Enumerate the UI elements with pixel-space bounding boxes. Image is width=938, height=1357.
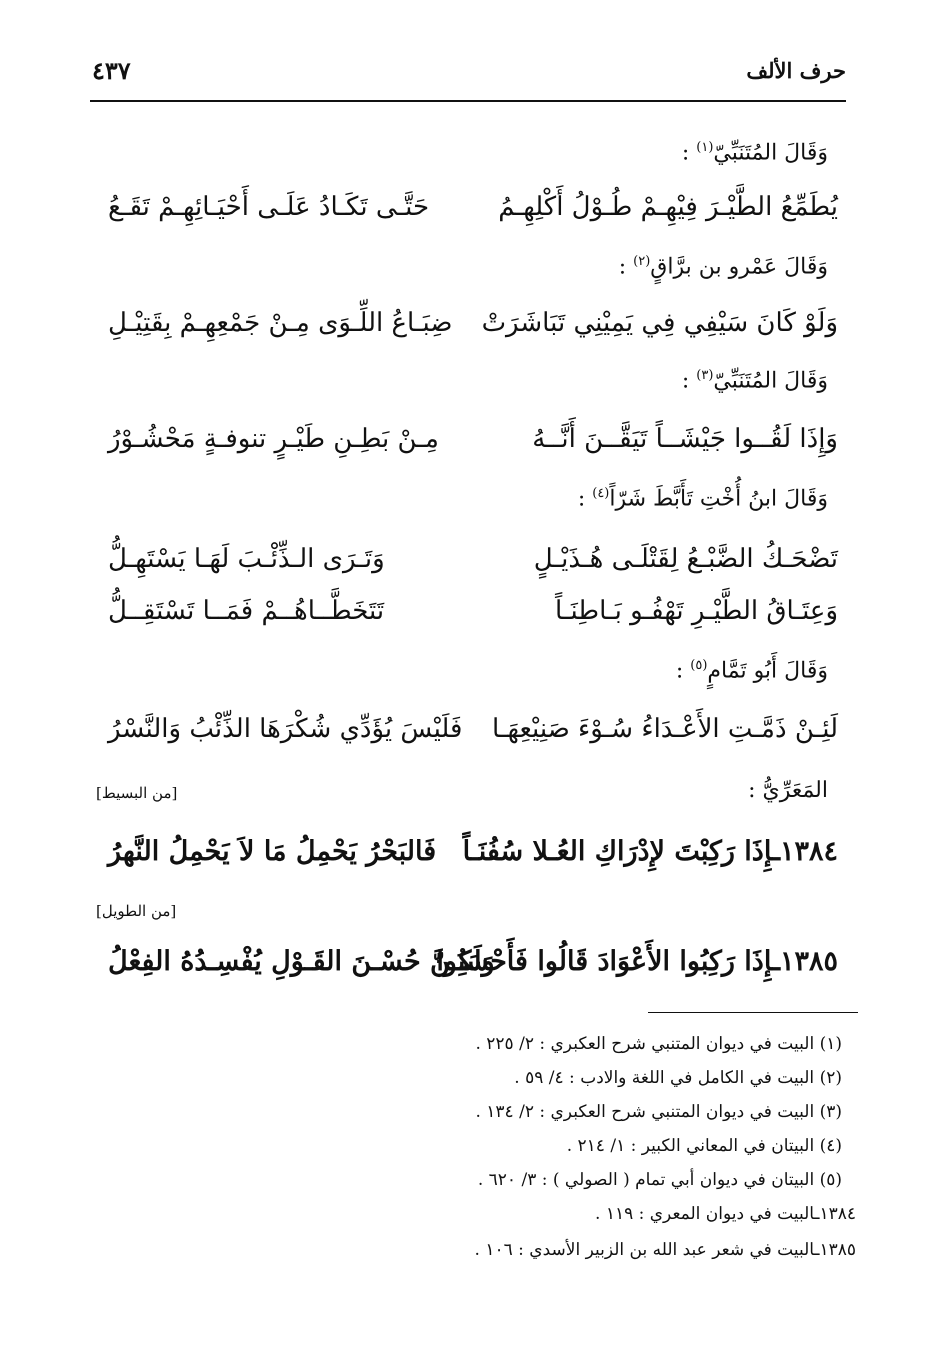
footnote-ref: (٥) <box>690 658 708 673</box>
verse-intro <box>578 486 828 511</box>
intro-text: وَقَالَ المُتَنَبِّيّ <box>713 368 828 394</box>
footnote <box>475 1034 842 1054</box>
intro-text: وَقَالَ أَبُو تَمَّامٍ <box>707 658 828 684</box>
footnote <box>514 1068 842 1088</box>
intro-text: وَقَالَ عَمْرو بن برَّاقٍ <box>650 254 828 280</box>
footnote-rule <box>648 1012 858 1013</box>
hemistich-text: إِذَا رَكِبْتَ لإِدْرَاكِ العُـلا سُفُنَـاً <box>462 836 773 867</box>
verse-intro <box>682 368 828 393</box>
verse-first-hemistich: تَضْحَـكُ الضَّبْـعُ لِقَتْلَـى هُـذَيْـلٍ <box>533 544 838 574</box>
intro-colon: : <box>618 254 627 280</box>
verse-second-hemistich: حَتَّـى تَكَـادُ عَلَـى أَحْيَـائِهِـمْ تَقَـعُ <box>108 192 430 222</box>
running-header-title: حرف الألف <box>746 58 846 83</box>
footnote-text: البيتان في ديوان أبي تمام ( الصولي ) : ٣/ ٦٢٠ . <box>477 1170 815 1190</box>
verse-second-hemistich: مِـنْ بَطِـنِ طَيْـرٍ تنوفـةٍ مَحْشُـوْرُ <box>108 424 439 454</box>
footnote-mark: (٣) <box>819 1102 842 1122</box>
footnote-text: البيتان في المعاني الكبير : ١/ ٢١٤ . <box>566 1136 815 1156</box>
verse-first-hemistich: لَئِـنْ ذَمَّـتِ الأَعْـدَاءُ سُـوْءَ صَنِيْعِهَـا <box>491 714 838 744</box>
verse-second-hemistich: وَلَكِـنَّ حُسْـنَ القَـوْلِ يُفْسِـدُهُ الفِعْلُ <box>108 946 495 977</box>
footnote-text: البيت في شعر عبد الله بن الزبير الأسدي : ١٠٦ . <box>474 1240 815 1260</box>
footnote-ref: (٣) <box>696 368 714 383</box>
page-number: ٤٣٧ <box>92 56 131 85</box>
footnote <box>595 1204 856 1224</box>
footnote-mark: ١٣٨٤ـ <box>814 1204 856 1224</box>
footnote-mark: (٥) <box>819 1170 842 1190</box>
footnote-mark: (٤) <box>819 1136 842 1156</box>
footnote <box>475 1240 856 1260</box>
intro-colon: : <box>748 778 756 803</box>
verse-first-hemistich <box>436 946 838 977</box>
verse-first-hemistich: وَعِتَـاقُ الطَّيْـرِ تَهْفُـو بَـاطِنَـاً <box>555 596 838 626</box>
verse-second-hemistich: تَتَخَطَّــاهُــمْ فَمَــا تَسْتَقِــلُّ <box>108 596 385 626</box>
footnote-mark: (١) <box>819 1034 842 1054</box>
intro-colon: : <box>681 140 690 166</box>
verse-first-hemistich: وَلَوْ كَانَ سَيْفِي فِي يَمِيْنِي تَبَاشَرَتْ <box>481 308 838 338</box>
verse-number: ١٣٨٥ـ <box>772 946 838 977</box>
verse-first-hemistich <box>463 836 838 867</box>
hemistich-text: إِذَا رَكِبُوا الأَعْوَادَ قَالُوا فَأَحْسَنُوا <box>436 946 773 977</box>
intro-text: وَقَالَ المُتَنَبِّيّ <box>713 140 828 166</box>
verse-intro <box>619 254 828 279</box>
intro-text: المَعَرِّيُّ <box>762 778 828 803</box>
intro-text: وَقَالَ ابنُ أُخْتِ تَأَبَّطَ شَرّاً <box>609 486 828 512</box>
intro-colon: : <box>577 486 586 512</box>
verse-number: ١٣٨٤ـ <box>772 836 838 867</box>
footnote <box>475 1102 842 1122</box>
footnote-text: البيت في ديوان المعري : ١١٩ . <box>595 1204 815 1224</box>
verse-intro <box>748 778 828 803</box>
footnote-mark: ١٣٨٥ـ <box>814 1240 856 1260</box>
footnote-text: البيت في الكامل في اللغة والادب : ٤/ ٥٩ . <box>514 1068 815 1088</box>
verse-second-hemistich: فَلَيْسَ يُؤَدِّي شُكْرَهَا الذِّئْبُ وَالنَّسْرُ <box>108 714 463 744</box>
footnote <box>567 1136 842 1156</box>
meter-label: [من البسيط] <box>96 784 178 802</box>
header-rule <box>90 100 846 102</box>
footnote-mark: (٢) <box>819 1068 842 1088</box>
footnote-text: البيت في ديوان المتنبي شرح العكبري : ٢/ ٢٢٥ . <box>475 1034 815 1054</box>
verse-intro <box>676 658 828 683</box>
footnote-ref: (٤) <box>592 486 610 501</box>
footnote <box>478 1170 842 1190</box>
footnote-ref: (٢) <box>633 254 651 269</box>
intro-colon: : <box>675 658 684 684</box>
verse-intro <box>682 140 828 165</box>
footnote-ref: (١) <box>696 140 714 155</box>
intro-colon: : <box>681 368 690 394</box>
footnote-text: البيت في ديوان المتنبي شرح العكبري : ٢/ ١٣٤ . <box>475 1102 815 1122</box>
verse-second-hemistich: وَتَـرَى الـذِّئْـبَ لَهَـا يَسْتَهِـلُّ <box>108 544 385 574</box>
verse-first-hemistich: وَإِذَا لَقُــوا جَيْشَــاً تَيَقَّــنَ أَنَّــهُ <box>532 424 838 454</box>
meter-label: [من الطويل] <box>96 902 177 920</box>
verse-second-hemistich: فَالبَحْرُ يَحْمِلُ مَا لاَ يَحْمِلُ النَّهرُ <box>108 836 437 867</box>
verse-first-hemistich: يُطَمِّعُ الطَّيْـرَ فِيْهِـمْ طُـوْلُ أَكْلِهِـمُ <box>498 192 838 222</box>
verse-second-hemistich: ضِبَـاعُ اللِّـوَى مِـنْ جَمْعِهِـمْ بِقَتِيْـلِ <box>108 308 453 338</box>
